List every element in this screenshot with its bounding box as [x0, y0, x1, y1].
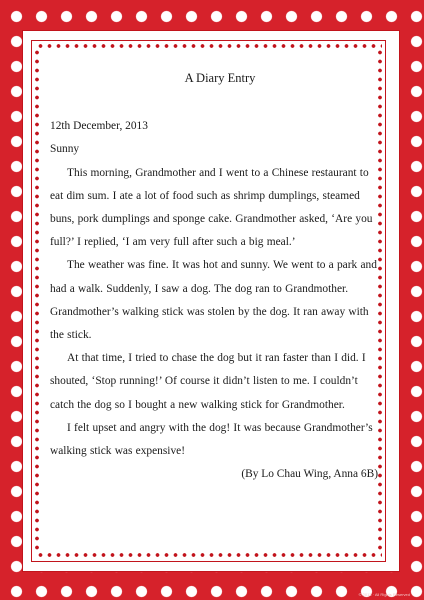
dotted-border-top — [36, 44, 382, 48]
diary-byline: (By Lo Chau Wing, Anna 6B) — [241, 468, 378, 481]
diary-content — [50, 67, 380, 486]
diary-paragraph-4: I felt upset and angry with the dog! It was because Grandmother’s walking stick was expensive! — [50, 421, 373, 458]
diary-date: 12th December, 2013 — [50, 120, 148, 133]
diary-weather: Sunny — [50, 143, 80, 156]
diary-paragraph-1: This morning, Grandmother and I went to a Chinese restaurant to eat dim sum. I ate a lot of food such as shrimp dumplings, steamed buns, pork dumplings and sponge cake. Grandmother asked, ‘Are you full?’ I replied, ‘I am very full after such a big meal.’ — [50, 166, 373, 249]
diary-paragraph-2: The weather was fine. It was hot and sunny. We went to a park and had a walk. Suddenly, I saw a dog. The dog ran to Grandmother. Grandmother’s walking stick was stolen by the dog. It ran away with the stick. — [50, 259, 377, 342]
copyright-footer: © 2013 · All Rights Reserved — [358, 592, 410, 597]
diary-title: A Diary Entry — [184, 71, 256, 85]
dotted-border-left — [35, 48, 39, 554]
diary-paragraph-3: At that time, I tried to chase the dog but it ran faster than I did. I shouted, ‘Stop running!’ Of course it didn’t listen to me. I couldn’t catch the dog so I bought a new walking stick for Grandmother. — [50, 352, 366, 411]
dotted-border-bottom — [36, 553, 382, 557]
